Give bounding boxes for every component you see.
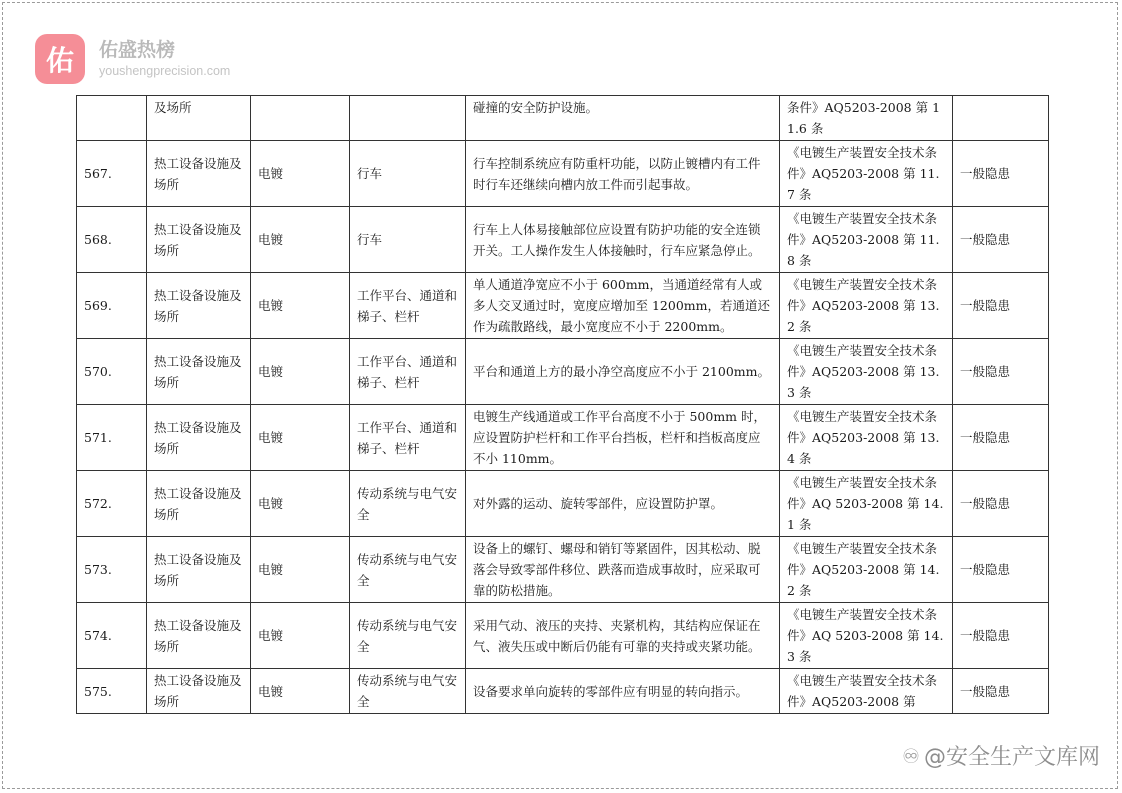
requirement-cell: 碰撞的安全防护设施。 bbox=[466, 96, 780, 141]
table-row bbox=[77, 339, 1049, 405]
level-cell: 一般隐患 bbox=[953, 339, 1049, 405]
category-cell: 热工设备设施及场所 bbox=[147, 339, 251, 405]
logo-url: youshengprecision.com bbox=[99, 63, 231, 78]
row-number bbox=[77, 96, 147, 141]
process-cell: 电镀 bbox=[251, 141, 350, 207]
hazard-table bbox=[76, 95, 1049, 714]
category-cell: 及场所 bbox=[147, 96, 251, 141]
level-cell: 一般隐患 bbox=[953, 273, 1049, 339]
category-cell: 热工设备设施及场所 bbox=[147, 141, 251, 207]
process-cell: 电镀 bbox=[251, 669, 350, 714]
table-row bbox=[77, 405, 1049, 471]
watermark bbox=[902, 740, 1100, 771]
level-cell: 一般隐患 bbox=[953, 141, 1049, 207]
basis-cell: 《电镀生产装置安全技术条件》AQ 5203-2008 第 14.3 条 bbox=[780, 603, 953, 669]
level-cell: 一般隐患 bbox=[953, 471, 1049, 537]
item-cell: 行车 bbox=[350, 141, 466, 207]
category-cell: 热工设备设施及场所 bbox=[147, 669, 251, 714]
process-cell: 电镀 bbox=[251, 273, 350, 339]
item-cell bbox=[350, 96, 466, 141]
item-cell: 工作平台、通道和梯子、栏杆 bbox=[350, 339, 466, 405]
process-cell: 电镀 bbox=[251, 339, 350, 405]
item-cell: 传动系统与电气安全 bbox=[350, 537, 466, 603]
category-cell: 热工设备设施及场所 bbox=[147, 405, 251, 471]
category-cell: 热工设备设施及场所 bbox=[147, 603, 251, 669]
level-cell: 一般隐患 bbox=[953, 405, 1049, 471]
level-cell: 一般隐患 bbox=[953, 603, 1049, 669]
watermark-text: @安全生产文库网 bbox=[923, 745, 1100, 770]
item-cell: 工作平台、通道和梯子、栏杆 bbox=[350, 405, 466, 471]
table-row bbox=[77, 96, 1049, 141]
row-number: 570. bbox=[77, 339, 147, 405]
row-number: 574. bbox=[77, 603, 147, 669]
basis-cell: 《电镀生产装置安全技术条件》AQ 5203-2008 第 14.1 条 bbox=[780, 471, 953, 537]
table-row bbox=[77, 141, 1049, 207]
requirement-cell: 设备上的螺钉、螺母和销钉等紧固件，因其松动、脱落会导致零部件移位、跌落而造成事故时，应采取可靠的防松措施。 bbox=[466, 537, 780, 603]
item-cell: 行车 bbox=[350, 207, 466, 273]
basis-cell: 《电镀生产装置安全技术条件》AQ5203-2008 第 bbox=[780, 669, 953, 714]
row-number: 567. bbox=[77, 141, 147, 207]
requirement-cell: 行车上人体易接触部位应设置有防护功能的安全连锁开关。工人操作发生人体接触时，行车应紧急停止。 bbox=[466, 207, 780, 273]
row-number: 572. bbox=[77, 471, 147, 537]
category-cell: 热工设备设施及场所 bbox=[147, 471, 251, 537]
table-row bbox=[77, 273, 1049, 339]
basis-cell: 《电镀生产装置安全技术条件》AQ5203-2008 第 13.2 条 bbox=[780, 273, 953, 339]
level-cell: 一般隐患 bbox=[953, 669, 1049, 714]
requirement-cell: 电镀生产线通道或工作平台高度不小于 500mm 时，应设置防护栏杆和工作平台挡板，栏杆和挡板高度应不小 110mm。 bbox=[466, 405, 780, 471]
table-row bbox=[77, 537, 1049, 603]
process-cell bbox=[251, 96, 350, 141]
requirement-cell: 设备要求单向旋转的零部件应有明显的转向指示。 bbox=[466, 669, 780, 714]
category-cell: 热工设备设施及场所 bbox=[147, 207, 251, 273]
category-cell: 热工设备设施及场所 bbox=[147, 273, 251, 339]
basis-cell: 《电镀生产装置安全技术条件》AQ5203-2008 第 13.4 条 bbox=[780, 405, 953, 471]
basis-cell: 条件》AQ5203-2008 第 11.6 条 bbox=[780, 96, 953, 141]
requirement-cell: 行车控制系统应有防重杆功能，以防止镀槽内有工件时行车还继续向槽内放工件而引起事故。 bbox=[466, 141, 780, 207]
row-number: 573. bbox=[77, 537, 147, 603]
table-row bbox=[77, 603, 1049, 669]
item-cell: 传动系统与电气安全 bbox=[350, 471, 466, 537]
requirement-cell: 采用气动、液压的夹持、夹紧机构，其结构应保证在气、液失压或中断后仍能有可靠的夹持或夹紧功能。 bbox=[466, 603, 780, 669]
level-cell: 一般隐患 bbox=[953, 537, 1049, 603]
level-cell: 一般隐患 bbox=[953, 207, 1049, 273]
basis-cell: 《电镀生产装置安全技术条件》AQ5203-2008 第 14.2 条 bbox=[780, 537, 953, 603]
requirement-cell: 平台和通道上方的最小净空高度应不小于 2100mm。 bbox=[466, 339, 780, 405]
process-cell: 电镀 bbox=[251, 537, 350, 603]
process-cell: 电镀 bbox=[251, 405, 350, 471]
row-number: 575. bbox=[77, 669, 147, 714]
category-cell: 热工设备设施及场所 bbox=[147, 537, 251, 603]
site-logo[interactable] bbox=[35, 34, 230, 84]
basis-cell: 《电镀生产装置安全技术条件》AQ5203-2008 第 11.7 条 bbox=[780, 141, 953, 207]
requirement-cell: 对外露的运动、旋转零部件，应设置防护罩。 bbox=[466, 471, 780, 537]
logo-text bbox=[99, 40, 230, 79]
table-body bbox=[77, 96, 1049, 714]
item-cell: 工作平台、通道和梯子、栏杆 bbox=[350, 273, 466, 339]
process-cell: 电镀 bbox=[251, 207, 350, 273]
basis-cell: 《电镀生产装置安全技术条件》AQ5203-2008 第 13.3 条 bbox=[780, 339, 953, 405]
process-cell: 电镀 bbox=[251, 471, 350, 537]
row-number: 569. bbox=[77, 273, 147, 339]
item-cell: 传动系统与电气安全 bbox=[350, 669, 466, 714]
table-row bbox=[77, 207, 1049, 273]
process-cell: 电镀 bbox=[251, 603, 350, 669]
requirement-cell: 单人通道净宽应不小于 600mm，当通道经常有人或多人交叉通过时，宽度应增加至 1200mm，若通道还作为疏散路线，最小宽度应不小于 2200mm。 bbox=[466, 273, 780, 339]
weibo-icon: ♾ bbox=[902, 743, 920, 768]
row-number: 571. bbox=[77, 405, 147, 471]
level-cell bbox=[953, 96, 1049, 141]
item-cell: 传动系统与电气安全 bbox=[350, 603, 466, 669]
basis-cell: 《电镀生产装置安全技术条件》AQ5203-2008 第 11.8 条 bbox=[780, 207, 953, 273]
table-row bbox=[77, 669, 1049, 714]
logo-name: 佑盛热榜 bbox=[99, 38, 176, 61]
logo-mark-icon: 佑 bbox=[35, 34, 85, 84]
table-row bbox=[77, 471, 1049, 537]
row-number: 568. bbox=[77, 207, 147, 273]
